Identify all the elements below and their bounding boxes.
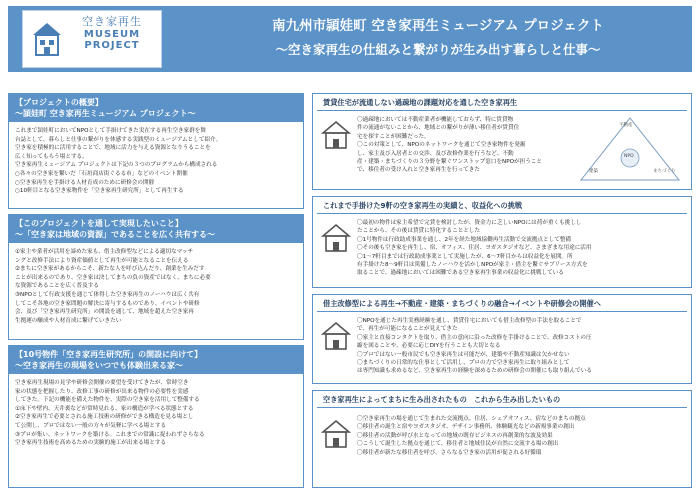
outcomes-line: 〇こうして誕生した拠点を通じて、移住者と地域住民が自然に交流する場の創出 <box>357 441 559 448</box>
goals-line: ①家主や業者が活用を諦めた家も、借主改修型などによる適切なマッチ <box>15 249 194 255</box>
overview-line: 空き家を積極的に活用することで、地域に活力を与える資源となりうることを <box>15 145 211 152</box>
rental-issue-line: し、家主及び入居者との交渉、及び改修作業を行うなど、不動 <box>357 150 514 157</box>
goals-heading: 【このプロジェクトを通して実現したいこと】 <box>15 219 183 228</box>
rental-issue-box <box>312 93 692 190</box>
overview-line: ○各々の空き家を繋いだ「石垣商店街ぐるる市」などのイベント開催 <box>15 170 188 177</box>
rental-issue-line: で、移住者の受け入れと空き家再生を行ってきた <box>357 167 480 174</box>
tenant-renovation-line: で、再生が可能になることが見えてきた <box>357 326 458 333</box>
tenant-renovation-heading: 借主改修型による再生→不動産・建築・まちづくりの融合→イベントや研修会の開催へ <box>317 295 687 312</box>
rental-issue-line: 〇この対策として、NPOのネットワークを通じて空き家物件を発掘 <box>357 142 526 149</box>
diagram-label-realestate: 不動産 <box>619 123 633 128</box>
logo-line2: MUSEUM <box>83 28 141 40</box>
goals-box <box>8 214 304 340</box>
overview-line: 台誌として、暮らしと仕事の繋がりを体感する実践型のミュージアムとして紹介。 <box>15 136 222 143</box>
overview-line: ○空き家再生を手掛ける人材育成のために研修会の開催 <box>15 179 155 186</box>
rental-issue-heading: 賃貸住宅が流通しない過疎地の課題対応を通した空き家再生 <box>317 94 687 111</box>
outcomes-heading: 空き家再生によってまちに生み出されたもの これから生み出したいもの <box>317 391 687 408</box>
track-record-line: 有手掛けた8〜9軒目は篤備したノーハウを活かしNPOが家主・借主を繋ぐサブリース方式を <box>357 262 588 269</box>
track-record-line: 〇その後も空き家を再生し、宿、オフィス、住居、ヨガスタジオなど、さまざまな用途に活用 <box>357 245 592 252</box>
track-record-line: 〇最初の物件は家主希望で完賃を検討したが、資金力に乏しいNPOには荷が重くも挑しし <box>357 220 582 226</box>
track-record-line: 〇1号物件は行政助成事業を通し、2年を経た地域協働再生活動で交流拠点として整備 <box>357 236 572 243</box>
diagram-label-npo: NPO <box>624 154 634 159</box>
tenant-renovation-line: は専門知識も求めるなど、空き家再生の経験を深めるための研修会の開催にも取り組んでいる <box>357 368 592 375</box>
page-title: 南九州市頴娃町 空き家再生ミュージアム プロジェクト <box>272 18 604 34</box>
overview-line: これまで頴娃町においてNPOとして手掛けてきた実在する再生空き家群を舞 <box>15 128 206 134</box>
tenant-renovation-line: 〇プロではない一般市民でも空き家再生は可能だが、建築や不動産知識は欠かせない <box>357 351 570 358</box>
overview-line: ○10軒目となる空き家物件を「空き家再生研究所」として再生する <box>15 188 184 195</box>
logo-line3: PROJECT <box>84 40 140 52</box>
lab-subheading: 〜空き家再生の現場をいつでも体験出来る家〜 <box>15 361 183 370</box>
goals-line: してこそ各地の空き家問題の解決に寄与するものであり、イベントや研修 <box>15 300 200 307</box>
overview-heading: 【プロジェクトの概要】 <box>15 98 103 107</box>
header-banner <box>8 6 692 72</box>
lab-line: してきた。下記の機能を備えた物件を、実際の空き家を活用して整備する <box>15 397 200 404</box>
lab-line: ①床下や壁内、天井裏などが常時見れる、家の構造が学べる状態とする <box>15 405 194 412</box>
goals-line: ングと改修手法により資産価値として再生が可能となることを伝える <box>15 257 189 264</box>
house-icon <box>321 223 351 253</box>
goals-line: ③NPOとして行政支援を通じて体得した空き家再生のノーハウは広く共有 <box>15 291 200 298</box>
overview-line: 広く知ってもらう場とする。 <box>15 153 88 160</box>
outcomes-line: 〇空き家再生の場を通じて生まれた交流拠点、住居、シェアオフィス、宿などのまちの拠点 <box>357 416 586 422</box>
goals-line: 生拠運の醸成や人材育成に繋げていきたい <box>15 317 122 324</box>
tenant-renovation-line: 〇NPOを通じた再生実務経験を通し、賃貸住宅においても借主改修型の手法を取ることで <box>357 318 582 324</box>
track-record-heading: これまで手掛けた9軒の空き家再生の実績と、収益化への挑戦 <box>317 197 687 214</box>
diagram-label-townmaking: まちづくり <box>653 169 676 174</box>
rental-issue-line: 産・建築・まちづくりの３分野を繋ぐワンストップ窓口をNPOが担うこと <box>357 159 542 166</box>
tenant-renovation-line: 縮を図ることや、必要に応じDIYを行うことも大切となる <box>357 343 501 350</box>
track-record-line: 〇1〜7軒目までは行政助成事業として実施したが、6〜7軒目からは収益化を展開。所 <box>357 253 573 260</box>
lab-line: て公開し、プロではない一般の方々が気軽に学べる場とする <box>15 422 167 429</box>
house-icon <box>321 321 351 351</box>
lab-line: 家の状態を把握したり、改修工事の研修が出来る物件の必要性を実感 <box>15 388 189 395</box>
outcomes-line: 〇移住者が新たな移住者を呼び、さらなる空き家の活用が促される好循環 <box>357 449 542 456</box>
outcomes-line: 〇移住者の誕生と宿やヨガスタジオ、デザイン事務所、体験観光などの新規事業の創出 <box>357 424 575 431</box>
page-subtitle: 〜空き家再生の仕組みと繋がりが生み出す暮らしと仕事〜 <box>275 42 601 57</box>
museum-logo <box>22 10 162 68</box>
lab-box <box>8 345 304 488</box>
goals-line: ②まちに空き家があるからこそ、新たな人を呼び込んだり、創業を生みだす <box>15 266 205 273</box>
goals-line: 会、及び「空き家再生研究所」の開設を通して、地域を超えた空き家再 <box>15 309 194 316</box>
goals-line: ことが出来るのであり、空き家は決してまちの負の資産ではなく、まちに必要 <box>15 274 211 281</box>
lab-heading: 【10号物件「空き家再生研究所」の開設に向けて】 <box>15 350 203 359</box>
rental-issue-line: 〇過疎地においては不動産業者が機能しておらず、特に賃貸物 <box>357 117 514 123</box>
house-icon <box>31 21 63 57</box>
track-record-box <box>312 196 692 288</box>
tenant-renovation-line: 〇まちづくりの日常的な仕事として活用し、プロの力で空き家再生に取り組みとして <box>357 360 570 367</box>
lab-line: ②空き家再生で必要とされる施工技術の研修ができる構造を見る場とし <box>15 414 194 421</box>
track-record-line: たことから、その後は賃貸に特化することとした <box>357 228 481 235</box>
overview-line: 空き家再生ミュージアム プロジェクトは下記の３つのプログラムから構成される <box>15 162 218 169</box>
rental-issue-line: 件の流通がないことから、地域との繋がりが薄い移住者が賃貸住 <box>357 125 520 132</box>
overview-subheading: 〜頴娃町 空き家再生ミュージアム プロジェクト〜 <box>15 109 196 118</box>
tenant-renovation-line: 〇家主と直接コンタクトを取り、借主の意向に沿った改修を手掛けることで、改修コストの圧 <box>357 334 592 341</box>
goals-line: な資源であることを広く普及する <box>15 283 99 290</box>
diagram-label-architecture: 建築 <box>589 169 598 174</box>
lab-line: 空き家再生現場の見学や研修会開催の要望を受けてきたが、常時空き <box>15 380 189 386</box>
tenant-renovation-box <box>312 294 692 384</box>
rental-issue-line: 宅を探すことが困難だった。 <box>357 133 430 140</box>
house-icon <box>321 120 351 150</box>
lab-line: 空き家再生技術を高めるための実験的施工が出来る場とする <box>15 440 167 447</box>
track-record-line: 取ることで、過疎地においては困難である空き家再生事業の収益化に挑戦している <box>357 270 564 277</box>
goals-subheading: 〜「空き家は地域の資源」であることを広く共有する〜 <box>15 230 215 239</box>
lab-line: ③プロが集い、ネットワークを築ける。これまでの常識に捉われずさらなる <box>15 431 205 438</box>
overview-box <box>8 93 304 209</box>
outcomes-box <box>312 390 692 488</box>
outcomes-line: 〇移住者の活動が呼び水となっての地域の既存ビジネスの再創業的な波及効果 <box>357 432 553 439</box>
house-icon <box>321 419 351 449</box>
logo-line1: 空き家再生 <box>82 15 142 28</box>
